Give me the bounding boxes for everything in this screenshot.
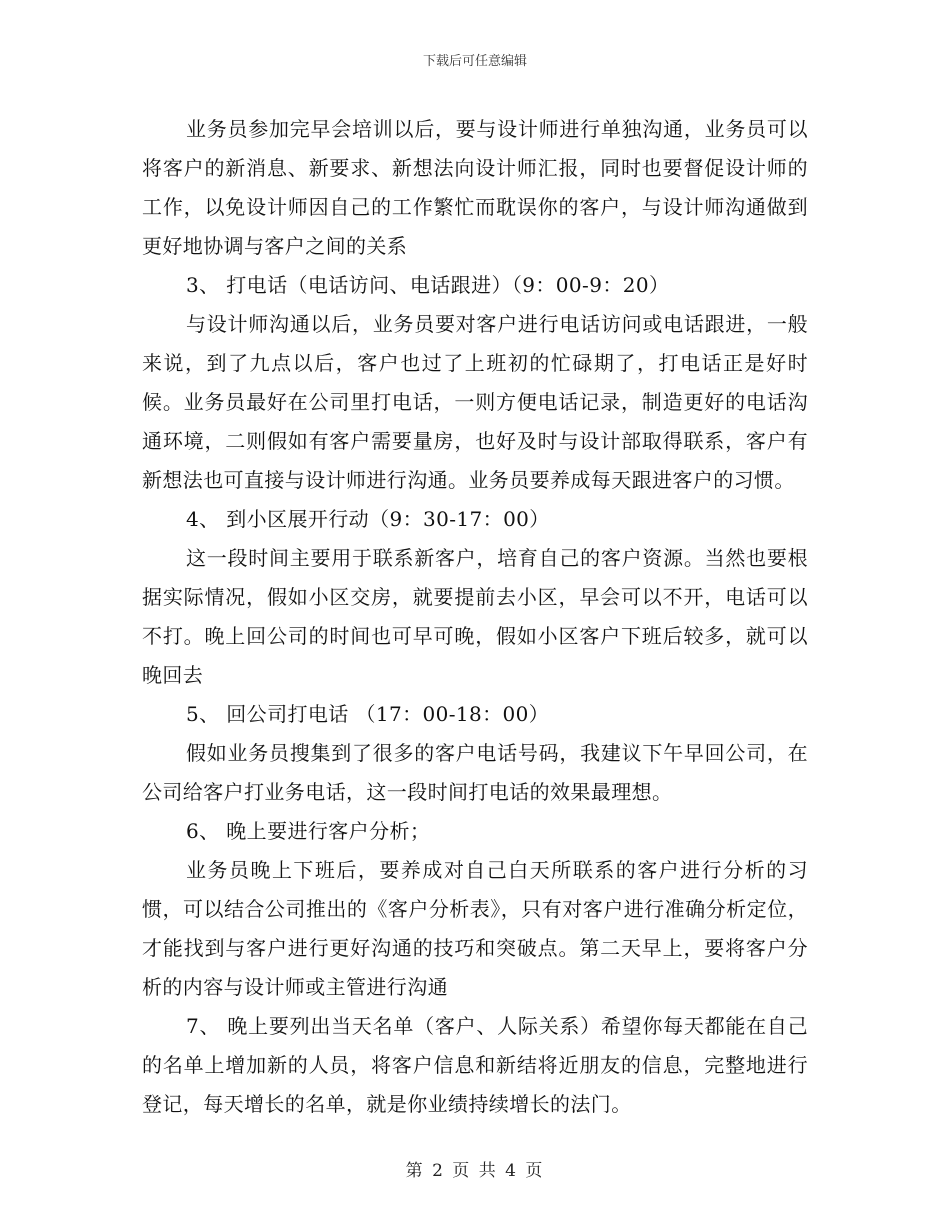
paragraph-daily-list: 7、 晚上要列出当天名单（客户、人际关系）希望你每天都能在自己的名单上增加新的人员，将客户信息和新结将近朋友的信息，完整地进行登记，每天增长的名单，就是你业绩持续增长的法门。	[142, 1014, 808, 1116]
page-number: 第 2 页 共 4 页	[405, 1161, 545, 1181]
heading-community-action: 4、 到小区展开行动（9：30-17：00）	[186, 507, 550, 531]
document-body	[142, 110, 808, 1124]
page-header: 下载后可任意编辑	[422, 54, 527, 69]
heading-return-calls: 5、 回公司打电话 （17：00-18：00）	[186, 702, 550, 726]
paragraph-phone-calls: 与设计师沟通以后，业务员要对客户进行电话访问或电话跟进，一般来说，到了九点以后，客户也过了上班初的忙碌期了，打电话正是好时候。业务员最好在公司里打电话，一则方便电话记录，制造更好的电话沟通环境，二则假如有客户需要量房，也好及时与设计部取得联系，客户有新想法也可直接与设计师进行沟通。业务员要养成每天跟进客户的习惯。	[142, 312, 808, 492]
paragraph-customer-analysis: 业务员晚上下班后，要养成对自己白天所联系的客户进行分析的习惯，可以结合公司推出的《客户分析表》，只有对客户进行准确分析定位，才能找到与客户进行更好沟通的技巧和突破点。第二天早上，要将客户分析的内容与设计师或主管进行沟通	[142, 858, 808, 999]
paragraph-community-action: 这一段时间主要用于联系新客户，培育自己的客户资源。当然也要根据实际情况，假如小区交房，就要提前去小区，早会可以不开，电话可以不打。晚上回公司的时间也可早可晚，假如小区客户下班后较多，就可以晚回去	[142, 546, 808, 687]
paragraph-return-calls: 假如业务员搜集到了很多的客户电话号码，我建议下午早回公司，在公司给客户打业务电话，这一段时间打电话的效果最理想。	[142, 741, 808, 804]
heading-customer-analysis: 6、 晚上要进行客户分析；	[186, 819, 431, 843]
paragraph-designer-communication: 业务员参加完早会培训以后，要与设计师进行单独沟通，业务员可以将客户的新消息、新要求、新想法向设计师汇报，同时也要督促设计师的工作，以免设计师因自己的工作繁忙而耽误你的客户，与设计师沟通做到更好地协调与客户之间的关系	[142, 117, 808, 258]
heading-phone-calls: 3、 打电话（电话访问、电话跟进）（9：00-9：20）	[186, 273, 670, 297]
